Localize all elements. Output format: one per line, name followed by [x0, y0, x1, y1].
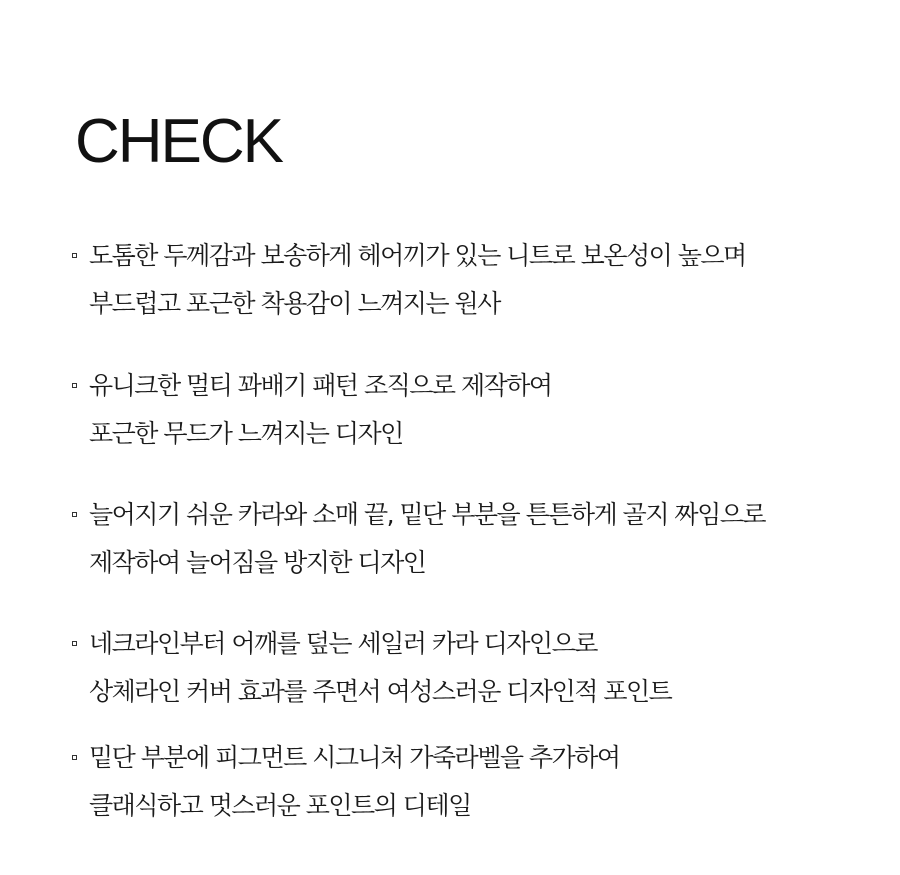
square-bullet-icon [72, 755, 77, 760]
check-item-text: 네크라인부터 어깨를 덮는 세일러 카라 디자인으로 [89, 629, 597, 658]
check-item [70, 734, 870, 830]
page-title: CHECK [75, 107, 283, 176]
check-item-text: 포근한 무드가 느껴지는 디자인 [89, 419, 403, 448]
check-item [70, 491, 870, 587]
square-bullet-icon [72, 253, 77, 258]
check-item-line [70, 782, 870, 830]
check-item-line [70, 232, 870, 280]
check-item-line [70, 362, 870, 410]
check-item-text: 클래식하고 멋스러운 포인트의 디테일 [89, 791, 471, 820]
check-item-text: 늘어지기 쉬운 카라와 소매 끝, 밑단 부분을 튼튼하게 골지 짜임으로 [89, 500, 766, 529]
square-bullet-icon [72, 383, 77, 388]
square-bullet-icon [72, 641, 77, 646]
check-item-text: 제작하여 늘어짐을 방지한 디자인 [89, 548, 426, 577]
check-item-text: 부드럽고 포근한 착용감이 느껴지는 원사 [89, 289, 500, 318]
check-item-line [70, 491, 870, 539]
check-item [70, 362, 870, 458]
check-item-text: 밑단 부분에 피그먼트 시그니처 가죽라벨을 추가하여 [89, 743, 620, 772]
check-item-text: 유니크한 멀티 꽈배기 패턴 조직으로 제작하여 [89, 371, 552, 400]
check-item-line [70, 410, 870, 458]
square-bullet-icon [72, 512, 77, 517]
check-item [70, 620, 870, 716]
check-item-text: 상체라인 커버 효과를 주면서 여성스러운 디자인적 포인트 [89, 677, 672, 706]
check-item-line [70, 280, 870, 328]
check-item-line [70, 734, 870, 782]
check-item [70, 232, 870, 328]
check-item-line [70, 668, 870, 716]
check-item-text: 도톰한 두께감과 보송하게 헤어끼가 있는 니트로 보온성이 높으며 [89, 241, 746, 270]
check-item-line [70, 620, 870, 668]
check-item-line [70, 539, 870, 587]
